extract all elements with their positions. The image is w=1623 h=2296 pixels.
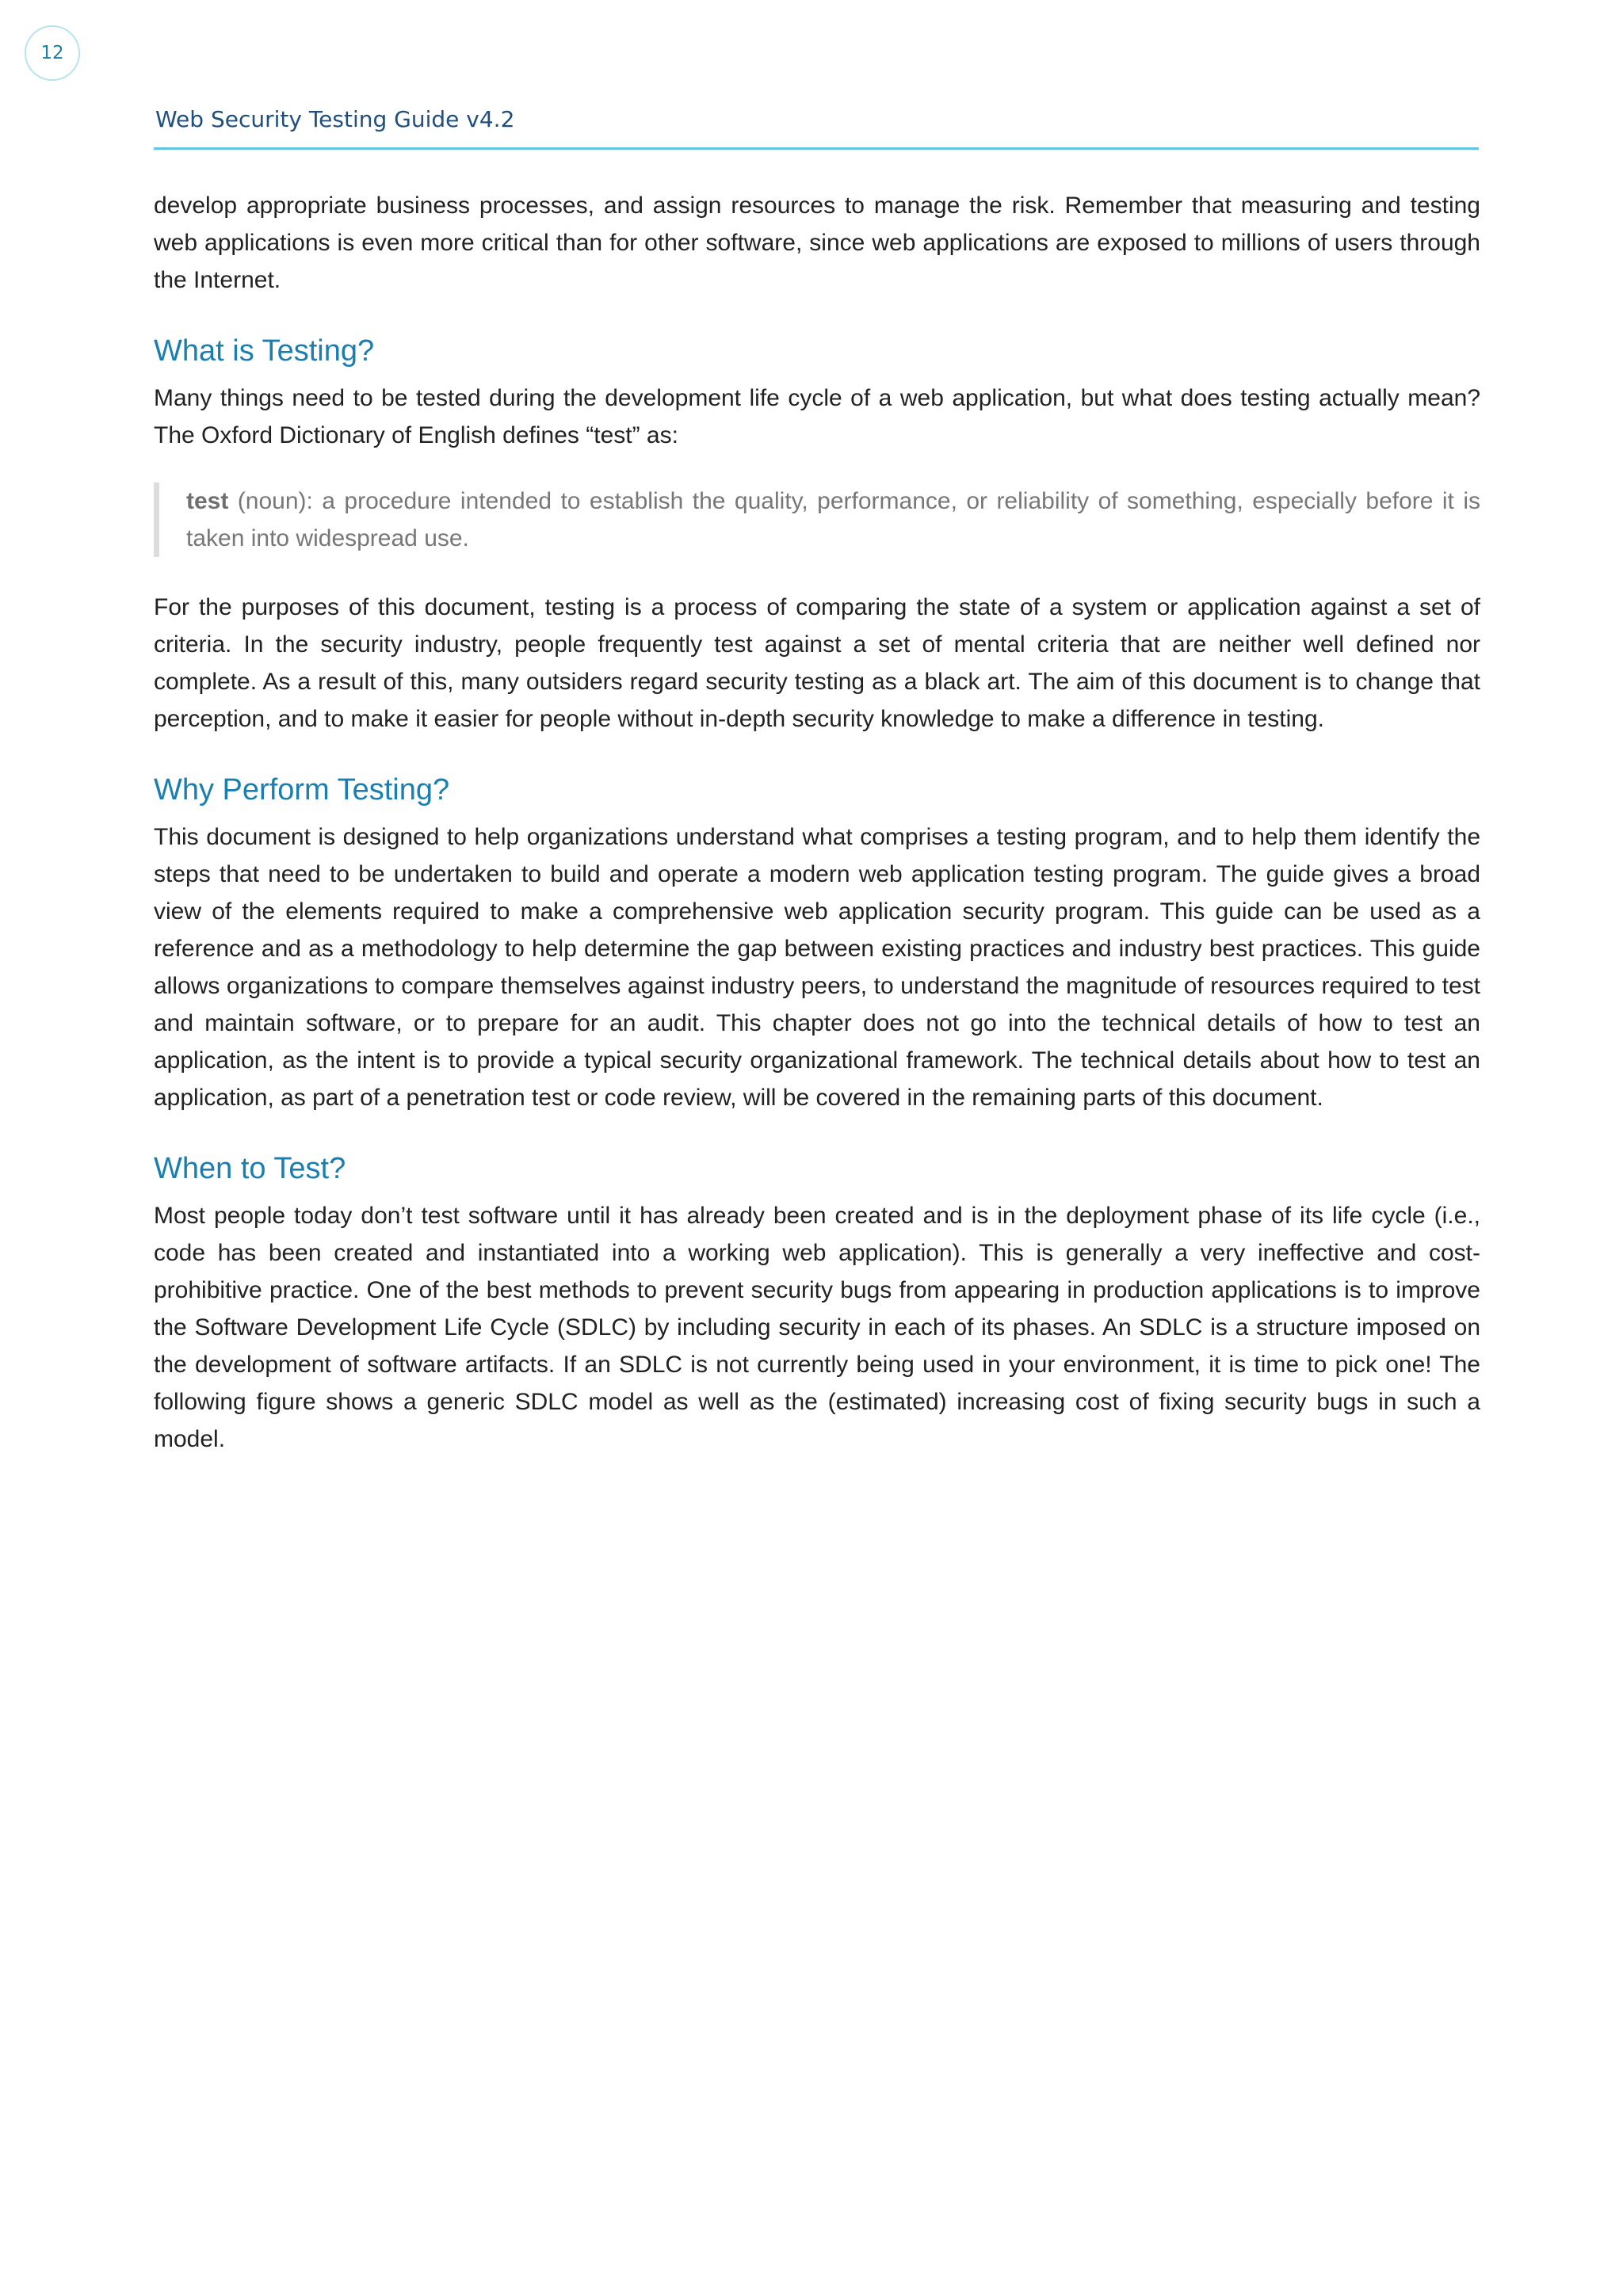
definition-text <box>186 482 1480 557</box>
intro-paragraph: develop appropriate business processes, and assign resources to manage the risk. Remember that measuring and testing web applications is even more critical than for other software, since web applications are exposed to millions of users through the Internet. <box>154 193 1480 293</box>
why-perform-testing-paragraph: This document is designed to help organizations understand what comprises a testing program, and to help them identify the steps that need to be undertaken to build and operate a modern web application testing program. The guide gives a broad view of the elements required to make a comprehensive web application security program. This guide can be used as a reference and as a methodology to help determine the gap between existing practices and industry best practices. This guide allows organizations to compare themselves against industry peers, to understand the magnitude of resources required to test and maintain software, or to prepare for an audit. This chapter does not go into the technical details of how to test an application, as the intent is to provide a typical security organizational framework. The technical details about how to test an application, as part of a penetration test or code review, will be covered in the remaining parts of this document. <box>154 824 1480 1111</box>
running-header-title: Web Security Testing Guide v4.2 <box>155 106 515 132</box>
what-is-testing-paragraph-1: Many things need to be tested during the development life cycle of a web application, but what does testing actually mean? The Oxford Dictionary of English defines “test” as: <box>154 385 1480 448</box>
header-rule <box>154 147 1479 150</box>
what-is-testing-paragraph-2: For the purposes of this document, testing is a process of comparing the state of a system or application against a set of criteria. In the security industry, people frequently test against a set of mental criteria that are neither well defined nor complete. As a result of this, many outsiders regard security testing as a black art. The aim of this document is to change that perception, and to make it easier for people without in-depth security knowledge to make a difference in testing. <box>154 594 1480 732</box>
page-number: 12 <box>25 25 80 81</box>
heading-why-perform-testing: Why Perform Testing? <box>154 773 450 807</box>
definition-body: (noun): a procedure intended to establish the quality, performance, or reliability of something, especially before it is taken into widespread use. <box>186 488 1480 551</box>
heading-what-is-testing: What is Testing? <box>154 334 375 368</box>
page-content <box>154 187 1480 1458</box>
definition-term: test <box>186 488 229 514</box>
when-to-test-paragraph: Most people today don’t test software until it has already been created and is in the deployment phase of its life cycle (i.e., code has been created and instantiated into a working web application). This is generally a very ineffective and cost-prohibitive practice. One of the best methods to prevent security bugs from appearing in production applications is to improve the Software Development Life Cycle (SDLC) by including security in each of its phases. An SDLC is a structure imposed on the development of software artifacts. If an SDLC is not currently being used in your environment, it is time to pick one! The following figure shows a generic SDLC model as well as the (estimated) increasing cost of fixing security bugs in such a model. <box>154 1203 1480 1452</box>
heading-when-to-test: When to Test? <box>154 1152 346 1185</box>
definition-blockquote <box>154 482 1480 557</box>
